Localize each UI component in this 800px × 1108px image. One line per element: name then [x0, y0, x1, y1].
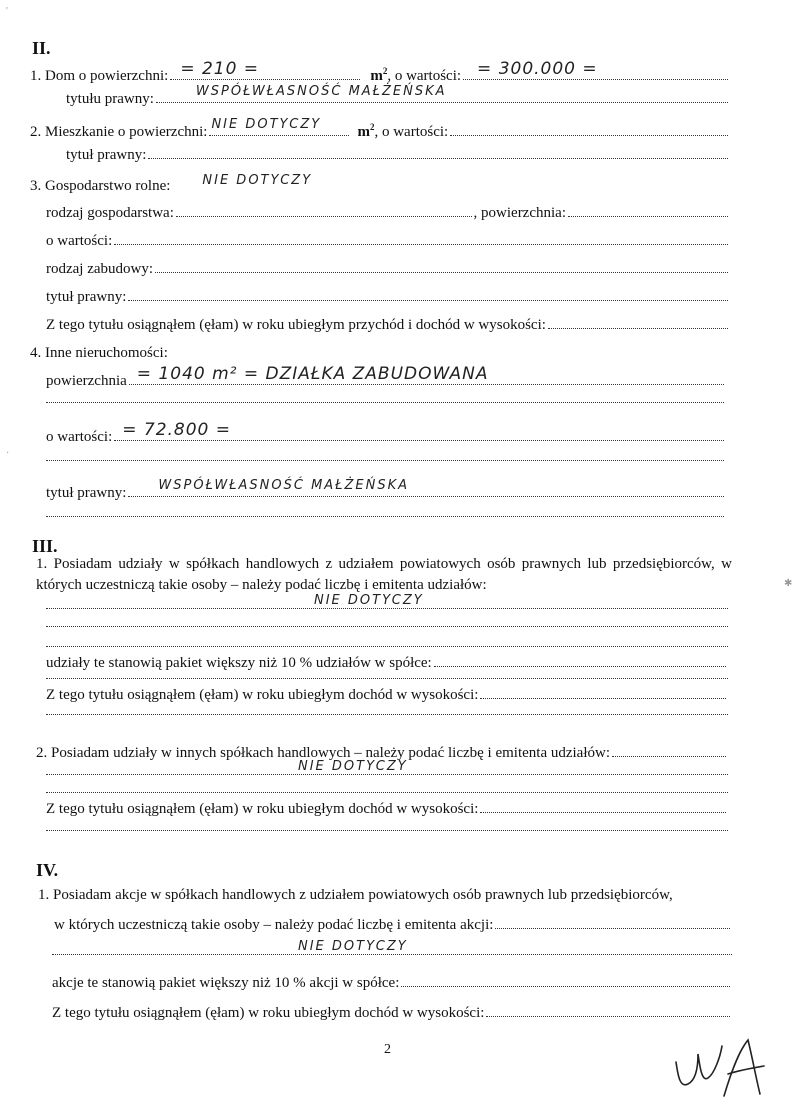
other-title-label: tytuł prawny:	[46, 485, 127, 501]
house-title-label: tytułu prawny:	[66, 91, 154, 107]
farm-title-label: tytuł prawny:	[46, 289, 127, 305]
farm-answer-area	[170, 173, 370, 190]
blank-line	[46, 646, 728, 647]
farm-build-label: rodzaj zabudowy:	[46, 261, 154, 277]
house-value-label: , o wartości:	[387, 68, 462, 84]
farm-income-row	[46, 316, 730, 334]
blank-line	[46, 678, 728, 679]
farm-type-label: rodzaj gospodarstwa:	[46, 205, 174, 221]
farm-build-row	[46, 260, 730, 278]
other-area-value: = 1040 m² = DZIAŁKA ZABUDOWANA	[136, 364, 489, 384]
stocks-paragraph-line1: 1. Posiadam akcje w spółkach handlowych z udziałem powiatowych osób prawnych lub przedsiębiorców,	[38, 887, 673, 903]
stocks-paragraph-line2: w których uczestniczą takie osoby – należy podać liczbę i emitenta akcji:	[54, 917, 494, 933]
other-property-label: 4. Inne nieruchomości:	[30, 345, 168, 361]
shares-packet-field	[434, 654, 726, 667]
other-worth-field	[114, 420, 724, 441]
other-shares-answer: NIE DOTYCZY	[298, 759, 408, 774]
other-worth-row	[46, 420, 726, 446]
farm-build-field	[155, 260, 728, 273]
stocks-field	[495, 916, 730, 929]
stocks-income-label: Z tego tytułu osiągnąłem (ęłam) w roku ubiegłym dochód w wysokości:	[52, 1005, 485, 1021]
farm-type-field	[176, 204, 472, 217]
house-title-row	[66, 84, 730, 108]
section-heading-iii: III.	[32, 536, 58, 556]
house-area-field	[170, 59, 360, 80]
scan-mark: ·	[6, 448, 10, 459]
stocks-packet-row	[52, 974, 732, 992]
other-title-value: WSPÓŁWŁASNOŚĆ MAŁŻEŃSKA	[158, 478, 410, 493]
farm-label: 3. Gospodarstwo rolne:	[30, 178, 171, 194]
blank-line	[46, 792, 728, 793]
shares-income-row	[46, 686, 728, 704]
farm-answer: NIE DOTYCZY	[202, 173, 313, 188]
stocks-packet-field	[401, 974, 730, 987]
other-shares-income-field	[480, 800, 726, 813]
house-value-field	[463, 59, 728, 80]
other-worth-value: = 72.800 =	[122, 420, 232, 440]
farm-title-field	[128, 288, 728, 301]
house-label: 1. Dom o powierzchni:	[30, 68, 169, 84]
stocks-income-field	[486, 1004, 730, 1017]
other-area-field	[129, 364, 724, 385]
other-area-label: powierzchnia	[46, 373, 127, 389]
shares-income-field	[480, 686, 726, 699]
house-title-field	[156, 84, 728, 103]
blank-line	[46, 516, 724, 517]
shares-paragraph: 1. Posiadam udziały w spółkach handlowych z udziałem powiatowych osób prawnych lub przedsiębiorców, w których uczestniczą takie osoby – należy podać liczbę i emitenta udziałów:	[36, 556, 732, 593]
blank-line	[46, 402, 724, 403]
stocks-packet-label: akcje te stanowią pakiet większy niż 10 % akcji w spółce:	[52, 975, 400, 991]
signature-initials	[668, 1032, 768, 1098]
other-shares-income-row	[46, 800, 728, 818]
section-heading-iv: IV.	[36, 860, 59, 880]
flat-area-value: NIE DOTYCZY	[211, 117, 322, 132]
flat-area-field	[209, 117, 349, 136]
farm-area-label: , powierzchnia:	[473, 205, 566, 221]
flat-value-field	[450, 123, 728, 136]
blank-line	[46, 759, 728, 775]
shares-income-label: Z tego tytułu osiągnąłem (ęłam) w roku ubiegłym dochód w wysokości:	[46, 687, 479, 703]
blank-line	[46, 714, 728, 715]
other-shares-label: 2. Posiadam udziały w innych spółkach handlowych – należy podać liczbę i emitenta udziałów:	[36, 745, 610, 761]
house-title-value: WSPÓŁWŁASNOŚĆ MAŁŻEŃSKA	[195, 84, 447, 99]
blank-line	[46, 460, 724, 461]
stocks-line-2	[54, 916, 732, 934]
blank-line	[46, 830, 728, 831]
house-row	[30, 59, 730, 85]
farm-title-row	[46, 288, 730, 306]
blank-line	[52, 939, 732, 955]
stocks-income-row	[52, 1004, 732, 1022]
flat-value-label: , o wartości:	[374, 124, 449, 140]
other-title-row	[46, 478, 726, 502]
flat-title-label: tytuł prawny:	[66, 147, 147, 163]
house-area-value: = 210 =	[180, 59, 260, 79]
blank-line	[46, 626, 728, 627]
section-heading-ii: II.	[32, 38, 51, 58]
farm-area-field	[568, 204, 728, 217]
scan-mark: '	[6, 6, 8, 17]
flat-label: 2. Mieszkanie o powierzchni:	[30, 124, 208, 140]
stocks-answer: NIE DOTYCZY	[298, 939, 408, 954]
other-area-row	[46, 364, 726, 390]
other-title-field	[128, 478, 724, 497]
flat-title-row	[66, 146, 730, 164]
farm-type-row	[46, 204, 730, 222]
blank-line	[46, 593, 728, 609]
flat-title-field	[148, 146, 728, 159]
flat-row	[30, 118, 730, 141]
farm-income-label: Z tego tytułu osiągnąłem (ęłam) w roku ubiegłym przychód i dochód w wysokości:	[46, 317, 546, 333]
scan-mark: ✱	[784, 578, 793, 589]
farm-income-field	[548, 316, 728, 329]
shares-answer: NIE DOTYCZY	[314, 593, 424, 608]
stocks-line-1	[38, 886, 732, 904]
other-shares-income-label: Z tego tytułu osiągnąłem (ęłam) w roku ubiegłym dochód w wysokości:	[46, 801, 479, 817]
farm-row	[30, 173, 730, 195]
farm-worth-field	[114, 232, 728, 245]
page-number: 2	[384, 1042, 391, 1057]
other-property-row	[30, 344, 730, 362]
farm-worth-label: o wartości:	[46, 233, 113, 249]
other-shares-field	[612, 744, 726, 757]
shares-packet-label: udziały te stanowią pakiet większy niż 10 % udziałów w spółce:	[46, 655, 432, 671]
house-value: = 300.000 =	[477, 59, 598, 79]
other-worth-label: o wartości:	[46, 429, 113, 445]
farm-worth-row	[46, 232, 730, 250]
house-unit: $m^2$	[370, 66, 388, 84]
shares-packet-row	[46, 654, 728, 672]
flat-unit: $m^2$	[357, 122, 375, 140]
